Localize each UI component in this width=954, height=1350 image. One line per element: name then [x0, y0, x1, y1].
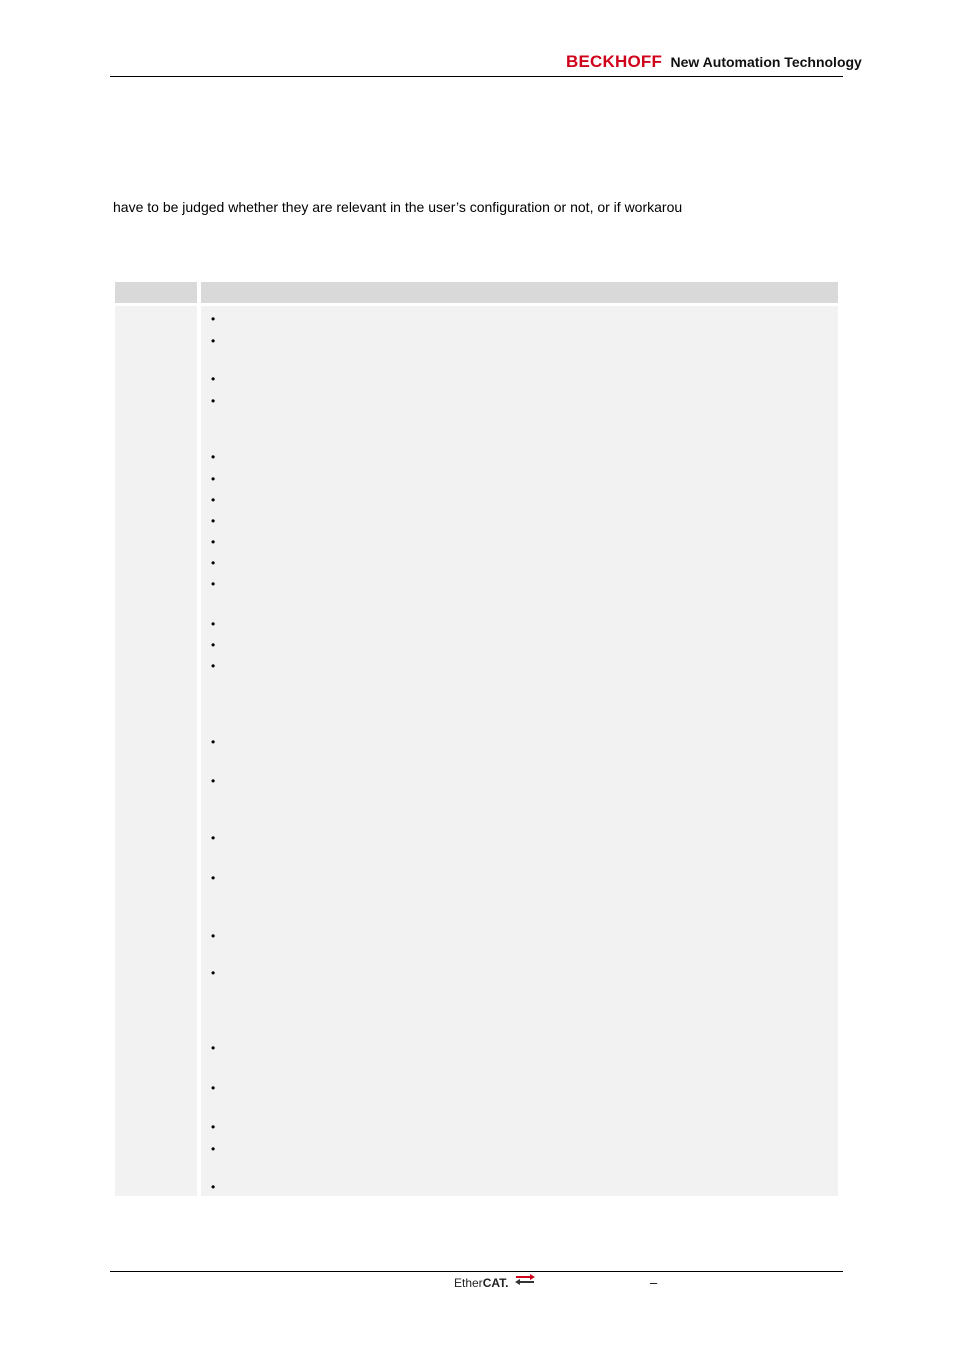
ethercat-logo [454, 1274, 536, 1292]
bullet-marker: • [211, 514, 216, 528]
footer-dash: – [650, 1275, 658, 1290]
bullet-marker: • [211, 450, 216, 464]
bullet-marker: • [211, 1120, 216, 1134]
header-divider [110, 76, 843, 77]
bullet-marker: • [211, 556, 216, 570]
bullet-marker: • [211, 334, 216, 348]
bullet-marker: • [211, 659, 216, 673]
bullet-marker: • [211, 1081, 216, 1095]
bullet-marker: • [211, 472, 216, 486]
brand-tagline: New Automation Technology [670, 54, 862, 70]
table-body-cell-right [201, 306, 838, 1196]
bullet-marker: • [211, 493, 216, 507]
bullet-marker: • [211, 312, 216, 326]
bullet-marker: • [211, 617, 216, 631]
table-body-cell-left [115, 306, 197, 1196]
bullet-marker: • [211, 1180, 216, 1194]
bullet-marker: • [211, 638, 216, 652]
bullet-marker: • [211, 372, 216, 386]
bullet-marker: • [211, 535, 216, 549]
table-header-cell-right [201, 282, 838, 303]
bullet-marker: • [211, 871, 216, 885]
footer-divider [110, 1271, 843, 1272]
ethercat-arrows-icon [514, 1274, 536, 1286]
bullet-marker: • [211, 394, 216, 408]
bullet-marker: • [211, 966, 216, 980]
bullet-marker: • [211, 735, 216, 749]
table-header-cell-left [115, 282, 197, 303]
brand-name: BECKHOFF [566, 52, 663, 71]
bullet-marker: • [211, 774, 216, 788]
bullet-marker: • [211, 929, 216, 943]
bullet-marker: • [211, 831, 216, 845]
ethercat-logo-cat: CAT. [482, 1276, 509, 1290]
bullet-marker: • [211, 577, 216, 591]
intro-paragraph: have to be judged whether they are relevant in the user’s configuration or not, or if workarou [113, 199, 683, 215]
bullet-marker: • [211, 1142, 216, 1156]
beckhoff-logo [566, 52, 862, 76]
ethercat-logo-ether: Ether [454, 1276, 483, 1290]
bullet-marker: • [211, 1041, 216, 1055]
